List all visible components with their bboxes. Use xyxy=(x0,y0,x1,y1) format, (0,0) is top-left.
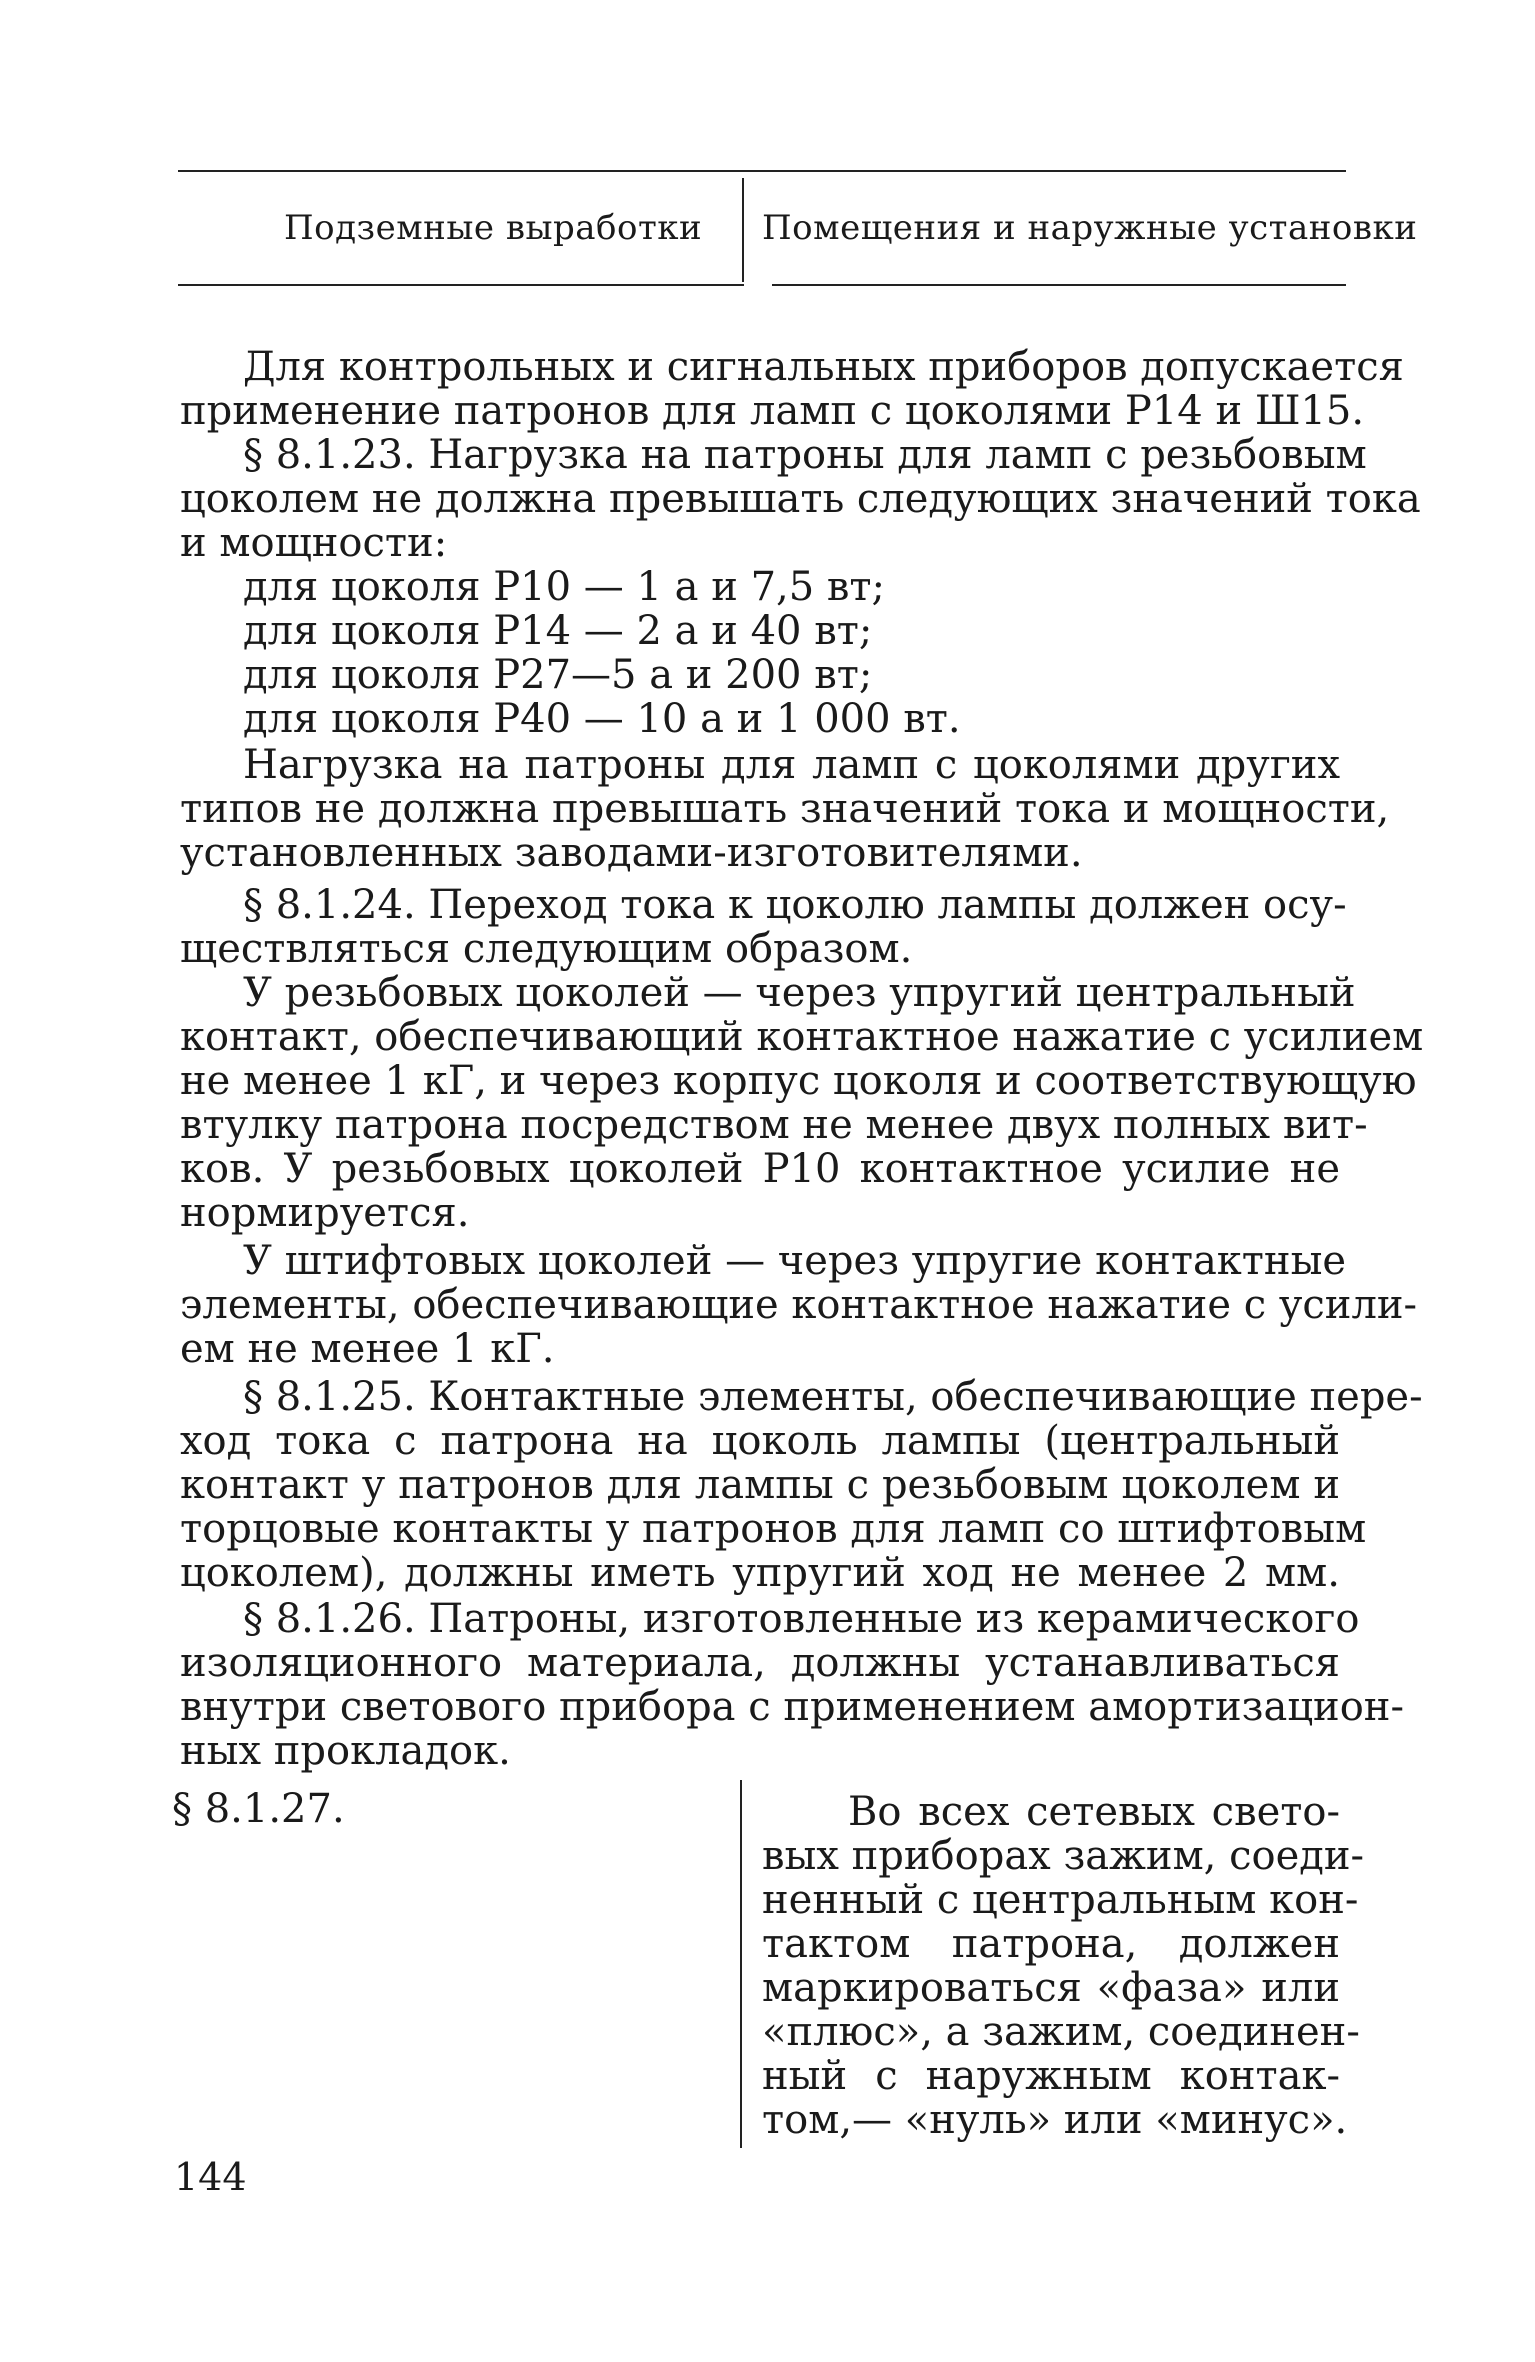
text-line: изоляционного материала, должны устанавливаться xyxy=(180,1640,1340,1686)
text-line: внутри светового прибора с применением амортизацион- xyxy=(180,1684,1404,1730)
text-line: Нагрузка на патроны для ламп с цоколями других xyxy=(243,742,1340,788)
text-line: § 8.1.24. Переход тока к цоколю лампы должен осу- xyxy=(243,882,1347,928)
text-line: маркироваться «фаза» или xyxy=(762,1965,1340,2011)
text-line: для цоколя Р14 — 2 а и 40 вт; xyxy=(243,608,873,654)
header-bottom-rule-right xyxy=(772,284,1346,286)
text-line: торцовые контакты у патронов для ламп со штифтовым xyxy=(180,1506,1367,1552)
text-line: ществляться следующим образом. xyxy=(180,926,913,972)
text-line: для цоколя Р40 — 10 а и 1 000 вт. xyxy=(243,696,961,742)
text-line: вых приборах зажим, соеди- xyxy=(762,1833,1365,1879)
text-line: типов не должна превышать значений тока и мощности, xyxy=(180,786,1390,832)
header-divider xyxy=(742,178,744,282)
header-right-label: Помещения и наружные установки xyxy=(762,208,1418,248)
text-line: установленных заводами-изготовителями. xyxy=(180,830,1083,876)
text-line: контакт у патронов для лампы с резьбовым цоколем и xyxy=(180,1462,1340,1508)
column-divider xyxy=(740,1780,742,2148)
text-line: не менее 1 кГ, и через корпус цоколя и соответствующую xyxy=(180,1058,1417,1104)
text-line: ных прокладок. xyxy=(180,1728,511,1774)
text-line: втулку патрона посредством не менее двух полных вит- xyxy=(180,1102,1368,1148)
text-line: тактом патрона, должен xyxy=(762,1921,1340,1967)
text-line: «плюс», а зажим, соединен- xyxy=(762,2009,1360,2055)
text-line: § 8.1.25. Контактные элементы, обеспечивающие пере- xyxy=(243,1374,1423,1420)
text-line: том,— «нуль» или «минус». xyxy=(762,2097,1348,2143)
text-line: элементы, обеспечивающие контактное нажатие с усили- xyxy=(180,1282,1418,1328)
section-label: § 8.1.27. xyxy=(172,1786,345,1832)
text-line: У резьбовых цоколей — через упругий центральный xyxy=(243,970,1356,1016)
text-line: ный с наружным контак- xyxy=(762,2053,1340,2099)
text-line: применение патронов для ламп с цоколями Р14 и Ш15. xyxy=(180,388,1365,434)
text-line: цоколем), должны иметь упругий ход не менее 2 мм. xyxy=(180,1550,1340,1596)
text-line: для цоколя Р27—5 а и 200 вт; xyxy=(243,652,873,698)
text-line: ненный с центральным кон- xyxy=(762,1877,1359,1923)
header-left-label: Подземные выработки xyxy=(284,208,703,248)
text-line: для цоколя Р10 — 1 а и 7,5 вт; xyxy=(243,564,886,610)
text-line: нормируется. xyxy=(180,1190,470,1236)
text-line: ем не менее 1 кГ. xyxy=(180,1326,555,1372)
text-line: Во всех сетевых свето- xyxy=(848,1789,1340,1835)
header-bottom-rule-left xyxy=(178,284,744,286)
text-line: У штифтовых цоколей — через упругие контактные xyxy=(243,1238,1347,1284)
text-line: Для контрольных и сигнальных приборов допускается xyxy=(243,344,1404,390)
text-line: § 8.1.26. Патроны, изготовленные из керамического xyxy=(243,1596,1360,1642)
text-line: и мощности: xyxy=(180,520,448,566)
text-line: ход тока с патрона на цоколь лампы (центральный xyxy=(180,1418,1340,1464)
text-line: ков. У резьбовых цоколей Р10 контактное усилие не xyxy=(180,1146,1340,1192)
header-top-rule xyxy=(178,170,1346,172)
text-line: § 8.1.23. Нагрузка на патроны для ламп с резьбовым xyxy=(243,432,1367,478)
text-line: цоколем не должна превышать следующих значений тока xyxy=(180,476,1421,522)
text-line: контакт, обеспечивающий контактное нажатие с усилием xyxy=(180,1014,1424,1060)
page-number: 144 xyxy=(174,2155,247,2199)
